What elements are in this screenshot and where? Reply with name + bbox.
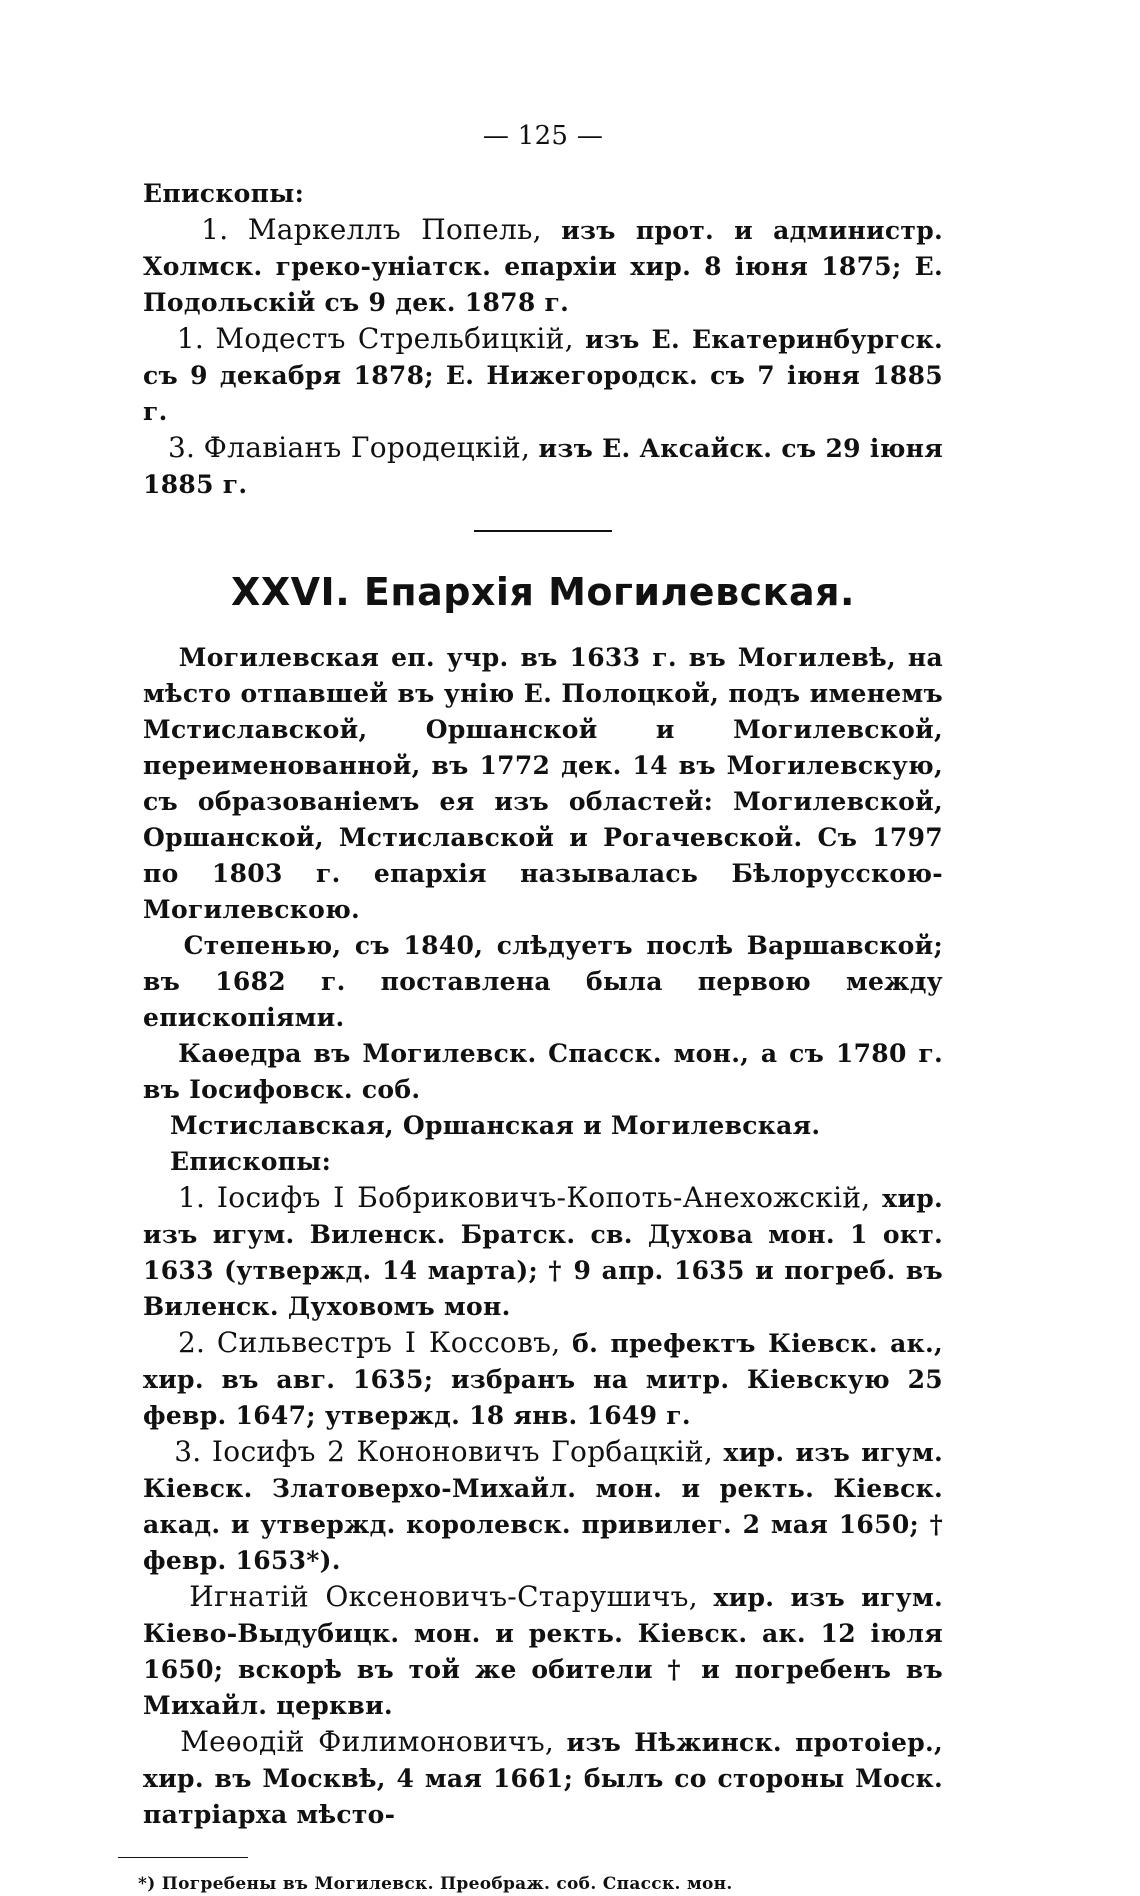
bishop-text: б. префектъ Кіевск. ак., хир. въ авг. 1635; избранъ на митр. Кіевскую 25 февр. 1647; утвержд. 18 янв. 1649 г. <box>143 1329 944 1430</box>
bishop-entry: 2. Сильвестръ I Коссовъ, б. префектъ Кіевск. ак., хир. въ авг. 1635; избранъ на митр. Кіевскую 25 февр. 1647; утвержд. 18 янв. 1649 г. <box>143 1326 944 1430</box>
section-label-bishops: Епископы: <box>143 179 305 208</box>
bishop-name: Флавіанъ Городецкій, <box>203 431 531 464</box>
section-label-bishops: Епископы: <box>170 1147 332 1176</box>
bishop-entry: 1. Модестъ Стрельбицкій, изъ Е. Екатеринбургск. съ 9 декабря 1878; Е. Нижегородск. съ 7 іюня 1885 г. <box>143 322 943 426</box>
bishop-name: Меѳодій Филимоновичъ, <box>180 1725 555 1758</box>
bishop-entry <box>143 1579 943 1724</box>
page-number: — 125 — <box>482 121 604 151</box>
paragraph: Каѳедра въ Могилевск. Спасск. мон., а съ 1780 г. въ Іосифовск. соб. <box>143 1039 943 1104</box>
footnote: *) Погребены въ Могилевск. Преображ. соб. Спасск. мон. <box>138 1874 733 1894</box>
chapter-title: XXVI. Епархія Могилевская. <box>231 570 855 614</box>
bishop-name: Сильвестръ I Коссовъ, <box>216 1326 561 1359</box>
bishop-name: Модестъ Стрельбицкій, <box>215 322 574 355</box>
paragraph: Степенью, съ 1840, слѣдуетъ послѣ Варшавской; въ 1682 г. поставлена была первою между епископіями. <box>143 931 944 1032</box>
bishop-entry <box>143 1724 943 1833</box>
bishop-text: хир. изъ игум. Виленск. Братск. св. Духова мон. 1 окт. 1633 (утвержд. 14 марта); † 9 апр. 1635 и погреб. въ Виленск. Духовомъ мон. <box>143 1184 944 1321</box>
footnote-divider <box>118 1857 248 1858</box>
bishop-name: Маркеллъ Попель, <box>247 213 542 246</box>
document-page <box>138 118 944 1896</box>
bishop-entry: 1. Маркеллъ Попель, изъ прот. и администр. Холмск. греко-уніатск. епархіи хир. 8 іюня 1875; Е. Подольскій съ 9 дек. 1878 г. <box>143 213 944 317</box>
paragraph: Мстиславская, Оршанская и Могилевская. <box>170 1111 821 1140</box>
bishop-entry: 3. Іосифъ 2 Кононовичъ Горбацкій, хир. изъ игум. Кіевск. Златоверхо-Михайл. мон. и ректь. Кіевск. акад. и утвержд. королевск. привилег. 2 мая 1650; † февр. 1653*). <box>143 1435 943 1575</box>
bishop-text: изъ прот. и администр. Холмск. греко-уніатск. епархіи хир. 8 іюня 1875; Е. Подольскій съ 9 дек. 1878 г. <box>143 216 944 317</box>
section-divider <box>474 530 612 532</box>
bishop-entry: 1. Іосифъ I Бобриковичъ-Копоть-Анехожскій, хир. изъ игум. Виленск. Братск. св. Духова мон. 1 окт. 1633 (утвержд. 14 марта); † 9 апр. 1635 и погреб. въ Виленск. Духовомъ мон. <box>143 1181 944 1321</box>
paragraph: Могилевская еп. учр. въ 1633 г. въ Могилевѣ, на мѣсто отпавшей въ унію Е. Полоцкой, подъ именемъ Мстиславской, Оршанской и Могилевской, переименованной, въ 1772 дек. 14 въ Могилевскую, съ образованіемъ ея изъ областей: Могилевской, Оршанской, Мстиславской и Рогачевской. Съ 1797 по 1803 г. епархія называлась Бѣлорусскою-Могилевскою. <box>143 643 943 924</box>
bishop-text: хир. изъ игум. Кіево-Выдубицк. мон. и ректь. Кіевск. ак. 12 іюля 1650; вскорѣ въ той же обители † и погребенъ въ Михайл. церкви. <box>143 1583 943 1720</box>
bishop-entry: 3. Флавіанъ Городецкій, изъ Е. Аксайск. съ 29 іюня 1885 г. <box>143 431 943 499</box>
bishop-text: изъ Е. Екатеринбургск. съ 9 декабря 1878; Е. Нижегородск. съ 7 іюня 1885 г. <box>143 325 943 426</box>
bishop-text: хир. изъ игум. Кіевск. Златоверхо-Михайл. мон. и ректь. Кіевск. акад. и утвержд. королевск. привилег. 2 мая 1650; † февр. 1653*). <box>143 1438 943 1575</box>
bishop-name: Игнатій Оксеновичъ-Старушичъ, <box>189 1580 698 1613</box>
bishop-text: изъ Нѣжинск. протоіер., хир. въ Москвѣ, 4 мая 1661; былъ со стороны Моск. патріарха мѣсто- <box>143 1728 944 1829</box>
bishop-text: изъ Е. Аксайск. съ 29 іюня 1885 г. <box>143 434 943 499</box>
bishop-name: Іосифъ I Бобриковичъ-Копоть-Анехожскій, <box>216 1181 871 1214</box>
bishop-name: Іосифъ 2 Кононовичъ Горбацкій, <box>211 1435 714 1468</box>
